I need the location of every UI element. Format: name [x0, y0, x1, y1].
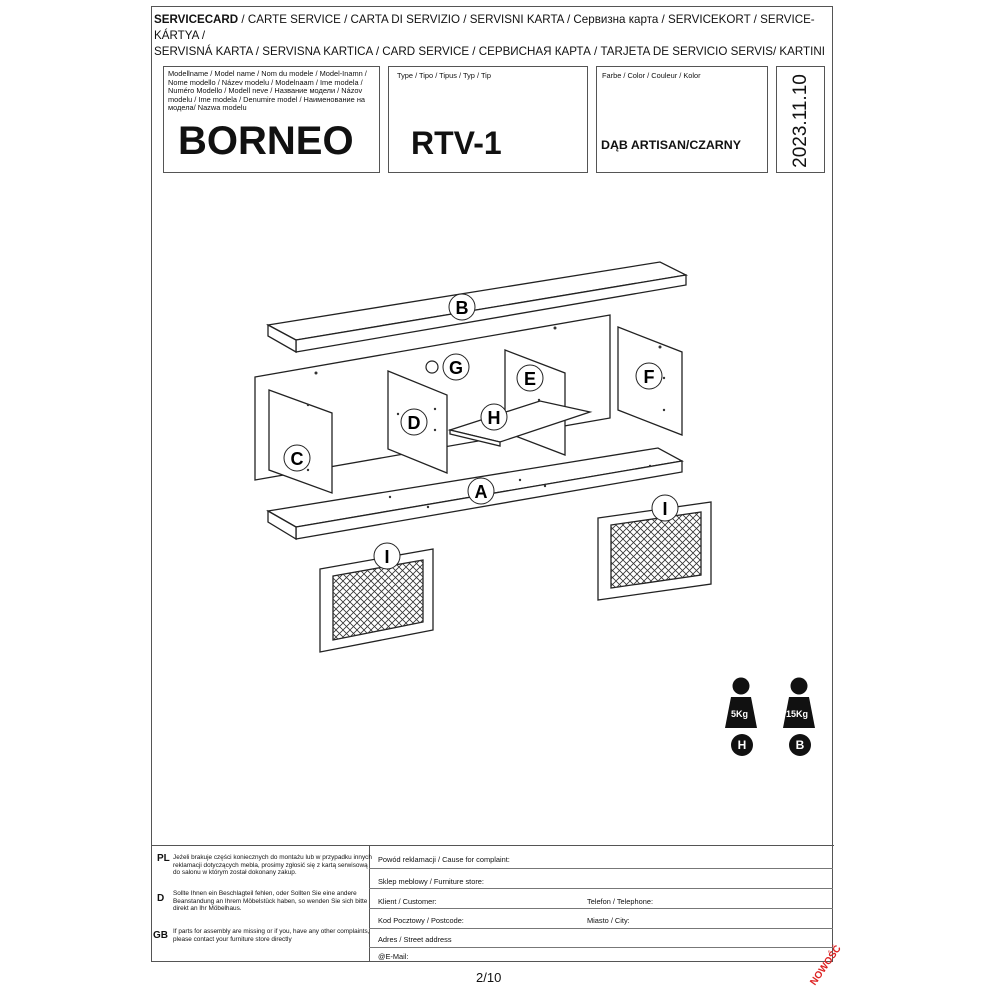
- label-i-left: I: [384, 547, 390, 567]
- model-value: BORNEO: [178, 119, 354, 163]
- form-line-2: [369, 888, 833, 889]
- weight-b-value: 15Kg: [786, 709, 809, 719]
- label-c: C: [290, 449, 304, 469]
- weight-h-value: 5Kg: [731, 709, 749, 719]
- notice-d-lang: D: [157, 893, 165, 904]
- notice-d-text: Sollte Ihnen ein Beschlagteil fehlen, oder Sollten Sie eine andere Beanstandung an Ihrem Möbelstück haben, so wenden Sie sich bitte direkt an Ihr Möbelhaus.: [173, 890, 368, 913]
- telephone-field[interactable]: Telefon / Telephone:: [587, 897, 654, 906]
- label-h: H: [487, 408, 501, 428]
- city-field[interactable]: Miasto / City:: [587, 916, 630, 925]
- new-badge: NOWOŚĆ: [808, 943, 844, 988]
- customer-field[interactable]: Klient / Customer:: [378, 897, 437, 906]
- postcode-field[interactable]: Kod Pocztowy / Postcode:: [378, 916, 464, 925]
- header-line-1: SERVICECARD / CARTE SERVICE / CARTA DI SERVIZIO / SERVISNI KARTA / Сервизна карта / SERVICEKORT / SERVICE-KÁRTYA /: [154, 13, 815, 42]
- part-g-dowel: [426, 361, 438, 373]
- notice-gb-lang: GB: [153, 930, 168, 941]
- door-right-mesh: [611, 512, 701, 588]
- weight-h-part: H: [731, 734, 753, 756]
- form-line-1: [369, 868, 833, 869]
- weight-icons: [725, 678, 815, 729]
- form-line-5: [369, 947, 833, 948]
- store-field[interactable]: Sklep meblowy / Furniture store:: [378, 877, 484, 886]
- complaint-field[interactable]: Powód reklamacji / Cause for complaint:: [378, 855, 510, 864]
- model-label: Modellname / Model name / Nom du modele / Model-Inamn / Nome modello / Název modelu / Modelnaam / Ime modela / Numéro Modello / Modell neve / Название модели / Názov modelu / Ime modela / Denumire model / Наименование на модела/ Nazwa modelu: [168, 69, 367, 113]
- label-i-right: I: [662, 499, 668, 519]
- type-value: RTV-1: [411, 125, 502, 161]
- label-b: B: [455, 298, 469, 318]
- type-label: Type / Tipo / Tipus / Typ / Tip: [397, 71, 491, 80]
- form-line-3: [369, 908, 833, 909]
- color-label: Farbe / Color / Couleur / Kolor: [602, 71, 701, 80]
- label-f: F: [643, 367, 655, 387]
- label-a: A: [474, 482, 488, 502]
- notice-pl-lang: PL: [157, 853, 170, 864]
- address-field[interactable]: Adres / Street address: [378, 935, 452, 944]
- weight-b-part: B: [789, 734, 811, 756]
- weight-icon-b-knob: [791, 678, 808, 695]
- notice-gb-text: If parts for assembly are missing or if you, have any other complaints, please contact your furniture store directly: [173, 928, 370, 943]
- weight-icon-h-knob: [733, 678, 750, 695]
- panel-b-top: [268, 262, 686, 340]
- label-g: G: [448, 358, 464, 378]
- label-d: D: [407, 413, 421, 433]
- page-number: 2/10: [476, 970, 502, 985]
- form-line-4: [369, 928, 833, 929]
- label-e: E: [523, 369, 537, 389]
- date-value: 2023.11.10: [790, 74, 811, 168]
- email-field[interactable]: @E-Mail:: [378, 952, 409, 961]
- color-value: DĄB ARTISAN/CZARNY: [601, 138, 741, 152]
- header-line-2: SERVISNÁ KARTA / SERVISNA KARTICA / CARD SERVICE / СЕРВИСНАЯ КАРТА / TARJETA DE SERVICIO SERVIS/ KARTINI: [154, 45, 825, 58]
- notice-pl-text: Jeżeli brakuje części koniecznych do montażu lub w przypadku innych reklamacji dotyczących mebla, prosimy zgłosić się z kartą serwisową do salonu w którym został dokonany zakup.: [173, 854, 372, 877]
